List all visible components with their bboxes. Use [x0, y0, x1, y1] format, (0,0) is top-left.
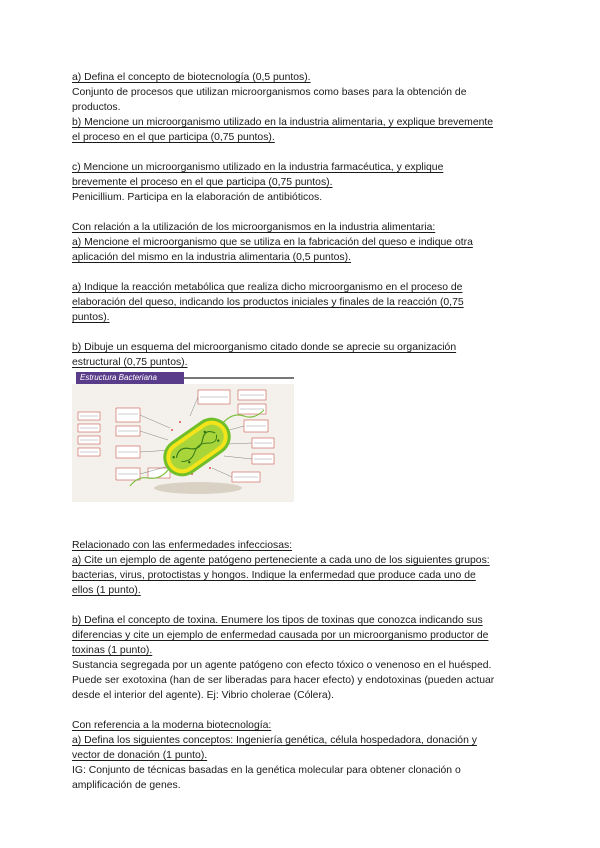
q3-line-1: c) Mencione un microorganismo utilizado en la industria farmacéutica, y explique [72, 162, 444, 173]
s2a2-line-1: a) Indique la reacción metabólica que realiza dicho microorganismo en el proceso de [72, 282, 463, 293]
q2-line-2: el proceso en el que participa (0,75 puntos). [72, 132, 275, 143]
q3-answer: Penicillium. Participa en la elaboración de antibióticos. [72, 192, 323, 203]
q1-answer-line-2: productos. [72, 102, 121, 113]
spacer [72, 703, 512, 718]
q2-line-1: b) Mencione un microorganismo utilizado en la industria alimentaria, y explique brevemente [72, 117, 494, 128]
section-3-title: Relacionado con las enfermedades infecciosas: [72, 540, 293, 551]
bacterium-diagram [72, 384, 294, 502]
document-body [72, 70, 512, 793]
s3b-answer-line-2: Puede ser exotoxina (han de ser liberadas para hacer efecto) y endotoxinas (pueden actuar [72, 675, 495, 686]
s3b-line-3: toxinas (1 punto). [72, 645, 153, 656]
section-4-title: Con referencia a la moderna biotecnología: [72, 720, 272, 731]
spacer [72, 265, 512, 280]
spacer [72, 508, 512, 523]
s3a-line-2: bacterias, virus, protoctistas y hongos. Indique la enfermedad que produce cada uno de [72, 570, 476, 581]
s3b-line-1: b) Defina el concepto de toxina. Enumere los tipos de toxinas que conozca indicando sus [72, 615, 483, 626]
q3-line-2: brevemente el proceso en el que participa (0,75 puntos). [72, 177, 333, 188]
s4a-line-2: vector de donación (1 punto). [72, 750, 208, 761]
bacterial-structure-figure [72, 372, 294, 502]
spacer [72, 145, 512, 160]
s2a2-line-2: elaboración del queso, indicando los productos iniciales y finales de la reacción (0,75 [72, 297, 464, 308]
s3a-line-1: a) Cite un ejemplo de agente patógeno perteneciente a cada uno de los siguientes grupos: [72, 555, 490, 566]
spacer [72, 598, 512, 613]
s2b-line-1: b) Dibuje un esquema del microorganismo citado donde se aprecie su organización [72, 342, 457, 353]
s4a-answer-line-1: IG: Conjunto de técnicas basadas en la genética molecular para obtener clonación o [72, 765, 461, 776]
s2a-line-2: aplicación del mismo en la industria alimentaria (0,5 puntos). [72, 252, 351, 263]
spacer [72, 523, 512, 538]
figure-title: Estructura Bacteriana [80, 373, 157, 382]
q1-title: a) Defina el concepto de biotecnología (0,5 puntos). [72, 72, 311, 83]
s3b-answer-line-1: Sustancia segregada por un agente patógeno con efecto tóxico o venenoso en el huésped. [72, 660, 492, 671]
figure-rule [184, 377, 294, 379]
s3b-answer-line-3: desde el interior del agente). Ej: Vibrio cholerae (Cólera). [72, 690, 335, 701]
s2a2-line-3: puntos). [72, 312, 110, 323]
spacer [72, 325, 512, 340]
s2a-line-1: a) Mencione el microorganismo que se utiliza en la fabricación del queso e indique otra [72, 237, 473, 248]
s3a-line-3: ellos (1 punto). [72, 585, 141, 596]
section-2-title: Con relación a la utilización de los microorganismos en la industria alimentaria: [72, 222, 436, 233]
q1-answer-line-1: Conjunto de procesos que utilizan microorganismos como bases para la obtención de [72, 87, 467, 98]
s3b-line-2: diferencias y cite un ejemplo de enfermedad causada por un microorganismo productor de [72, 630, 489, 641]
s2b-line-2: estructural (0,75 puntos). [72, 357, 188, 368]
s4a-answer-line-2: amplificación de genes. [72, 780, 181, 791]
s4a-line-1: a) Defina los siguientes conceptos: Ingeniería genética, célula hospedadora, donación y [72, 735, 477, 746]
bacterium-shadow [154, 482, 242, 494]
spacer [72, 205, 512, 220]
